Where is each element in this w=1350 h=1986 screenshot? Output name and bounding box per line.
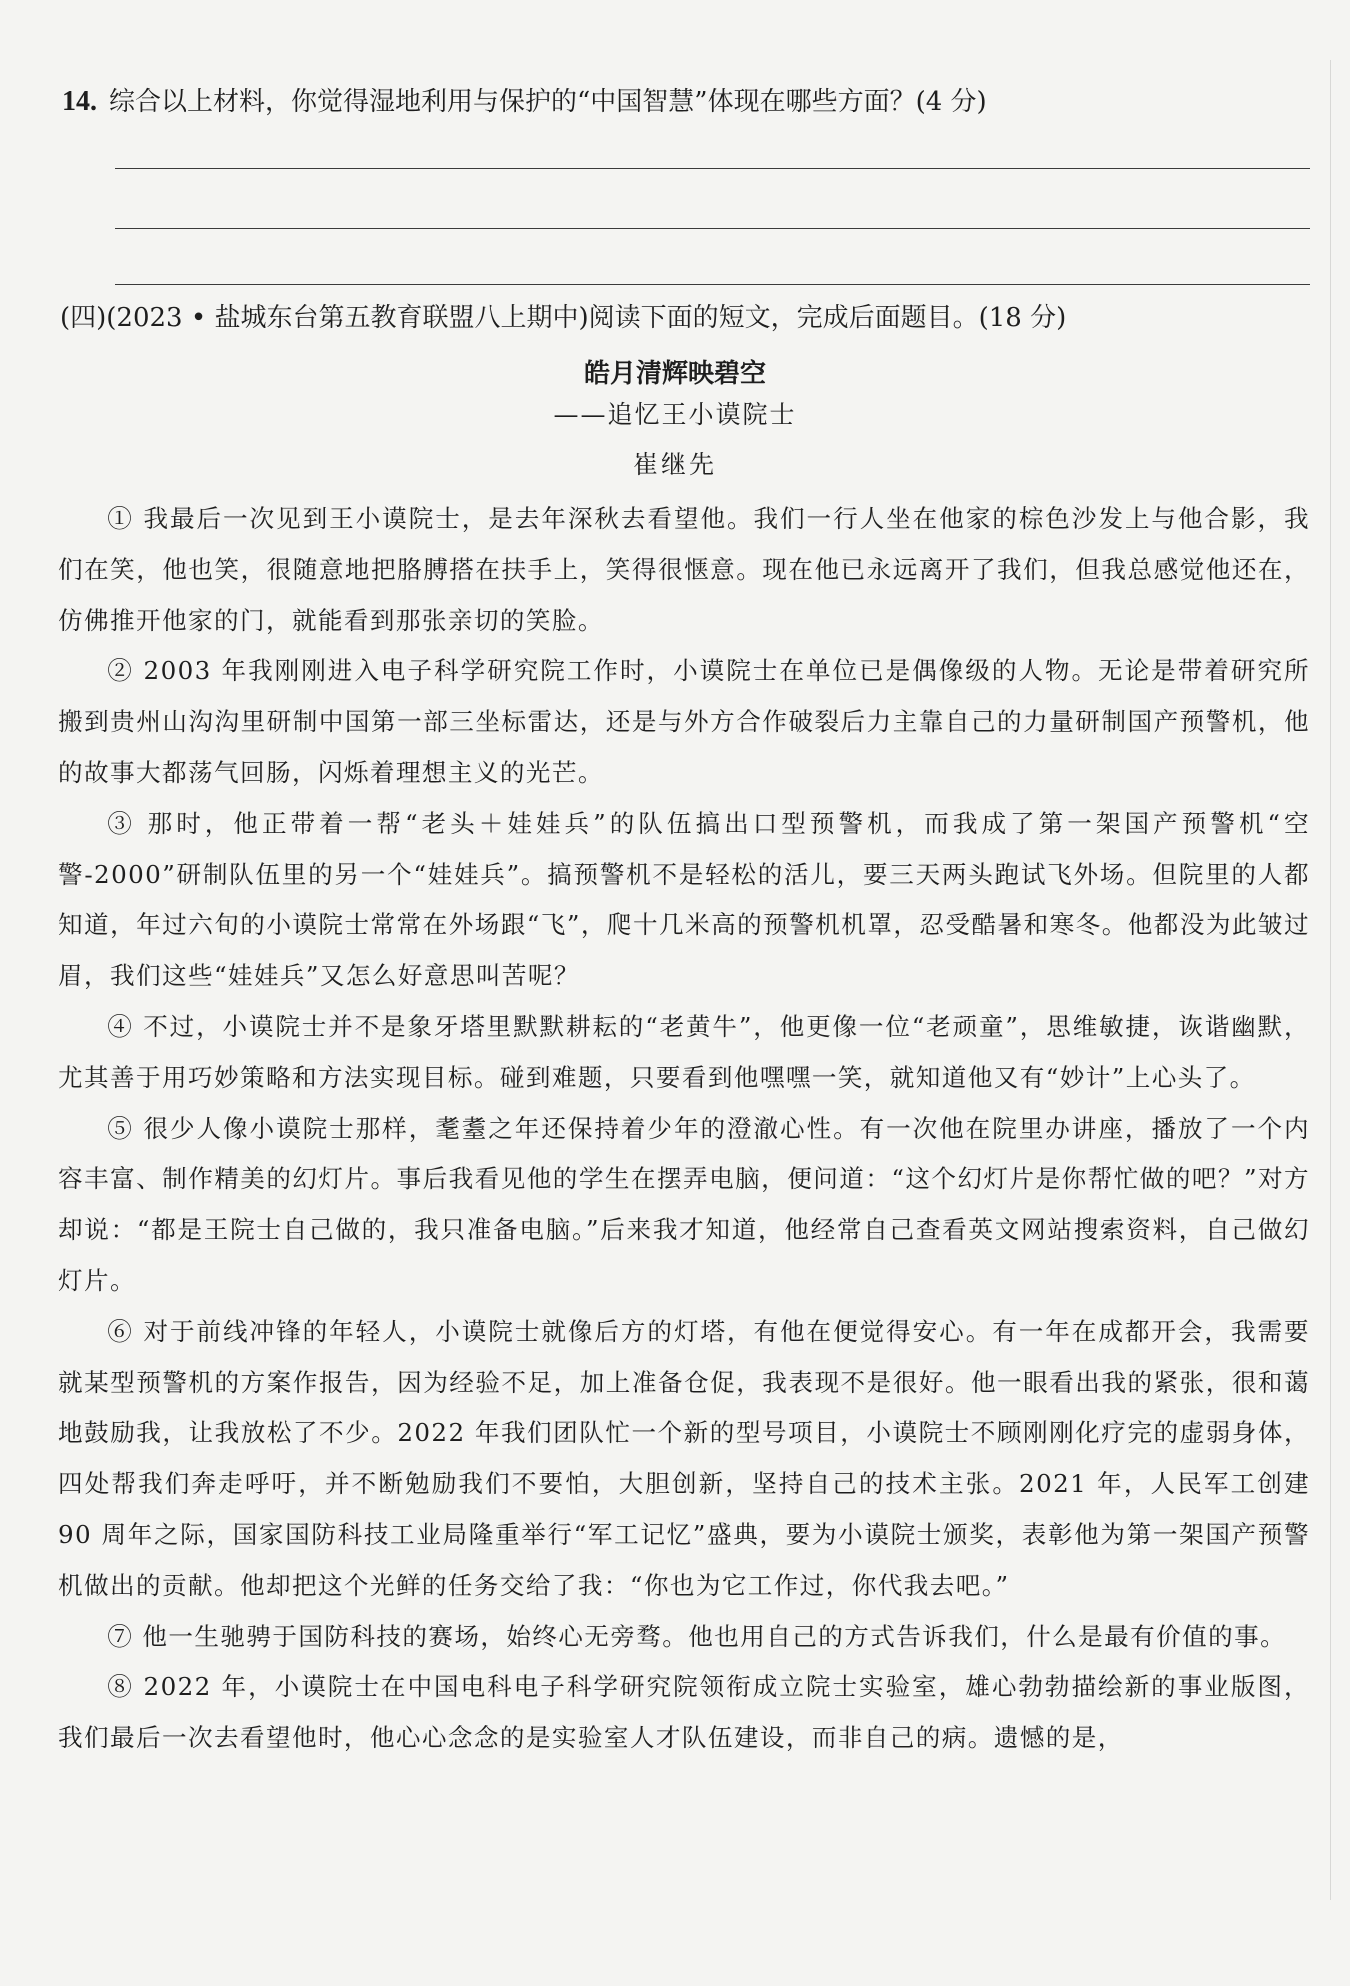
answer-line[interactable]: [115, 228, 1310, 229]
question-14: [62, 82, 987, 122]
section-header: (四)(2023 • 盐城东台第五教育联盟八上期中)阅读下面的短文，完成后面题目。(18 分): [60, 303, 1067, 333]
article-author: 崔继先: [632, 450, 717, 479]
paragraph-4: ④ 不过，小谟院士并不是象牙塔里默默耕耘的“老黄牛”，他更像一位“老顽童”，思维敏捷，诙谐幽默，尤其善于用巧妙策略和方法实现目标。碰到难题，只要看到他嘿嘿一笑，就知道他又有“妙计”上心头了。: [58, 1011, 1310, 1092]
paragraph-1: ① 我最后一次见到王小谟院士，是去年深秋去看望他。我们一行人坐在他家的棕色沙发上与他合影，我们在笑，他也笑，很随意地把胳膊搭在扶手上，笑得很惬意。现在他已永远离开了我们，但我总感觉他还在，仿佛推开他家的门，就能看到那张亲切的笑脸。: [58, 504, 1310, 635]
paragraph-6: ⑥ 对于前线冲锋的年轻人，小谟院士就像后方的灯塔，有他在便觉得安心。有一年在成都开会，我需要就某型预警机的方案作报告，因为经验不足，加上准备仓促，我表现不是很好。他一眼看出我的紧张，很和蔼地鼓励我，让我放松了不少。2022 年我们团队忙一个新的型号项目，小谟院士不顾刚刚化疗完的虚弱身体，四处帮我们奔走呼吁，并不断勉励我们不要怕，大胆创新，坚持自己的技术主张。2021 年，人民军工创建 90 周年之际，国家国防科技工业局隆重举行“军工记忆”盛典，要为小谟院士颁奖，表彰他为第一架国产预警机做出的贡献。他却把这个光鲜的任务交给了我：“你也为它工作过，你代我去吧。”: [58, 1316, 1310, 1600]
article-title: 皓月清辉映碧空: [583, 359, 766, 389]
paragraph-3: ③ 那时，他正带着一帮“老头＋娃娃兵”的队伍搞出口型预警机，而我成了第一架国产预警机“空警-2000”研制队伍里的另一个“娃娃兵”。搞预警机不是轻松的活儿，要三天两头跑试飞外场。但院里的人都知道，年过六旬的小谟院士常常在外场跟“飞”，爬十几米高的预警机机罩，忍受酷暑和寒冬。他都没为此皱过眉，我们这些“娃娃兵”又怎么好意思叫苦呢？: [58, 808, 1310, 991]
paragraph-8: ⑧ 2022 年，小谟院士在中国电科电子科学研究院领衔成立院士实验室，雄心勃勃描绘新的事业版图，我们最后一次去看望他时，他心心念念的是实验室人才队伍建设，而非自己的病。遗憾的是，: [58, 1672, 1310, 1753]
page-edge-divider: [1330, 60, 1331, 1900]
answer-line[interactable]: [115, 168, 1310, 169]
paragraph-5: ⑤ 很少人像小谟院士那样，耄耋之年还保持着少年的澄澈心性。有一次他在院里办讲座，播放了一个内容丰富、制作精美的幻灯片。事后我看见他的学生在摆弄电脑，便问道：“这个幻灯片是你帮忙做的吧？”对方却说：“都是王院士自己做的，我只准备电脑。”后来我才知道，他经常自己查看英文网站搜索资料，自己做幻灯片。: [58, 1113, 1310, 1295]
paragraph-7: ⑦ 他一生驰骋于国防科技的赛场，始终心无旁骛。他也用自己的方式告诉我们，什么是最有价值的事。: [107, 1621, 1287, 1651]
answer-line[interactable]: [115, 284, 1310, 285]
question-number: 14.: [62, 86, 97, 117]
article-body: [58, 494, 1310, 1764]
article-subtitle: ——追忆王小谟院士: [553, 400, 797, 429]
question-text: 综合以上材料，你觉得湿地利用与保护的“中国智慧”体现在哪些方面？(4 分): [109, 87, 987, 117]
paragraph-2: ② 2003 年我刚刚进入电子科学研究院工作时，小谟院士在单位已是偶像级的人物。无论是带着研究所搬到贵州山沟沟里研制中国第一部三坐标雷达，还是与外方合作破裂后力主靠自己的力量研制国产预警机，他的故事大都荡气回肠，闪烁着理想主义的光芒。: [58, 656, 1310, 787]
